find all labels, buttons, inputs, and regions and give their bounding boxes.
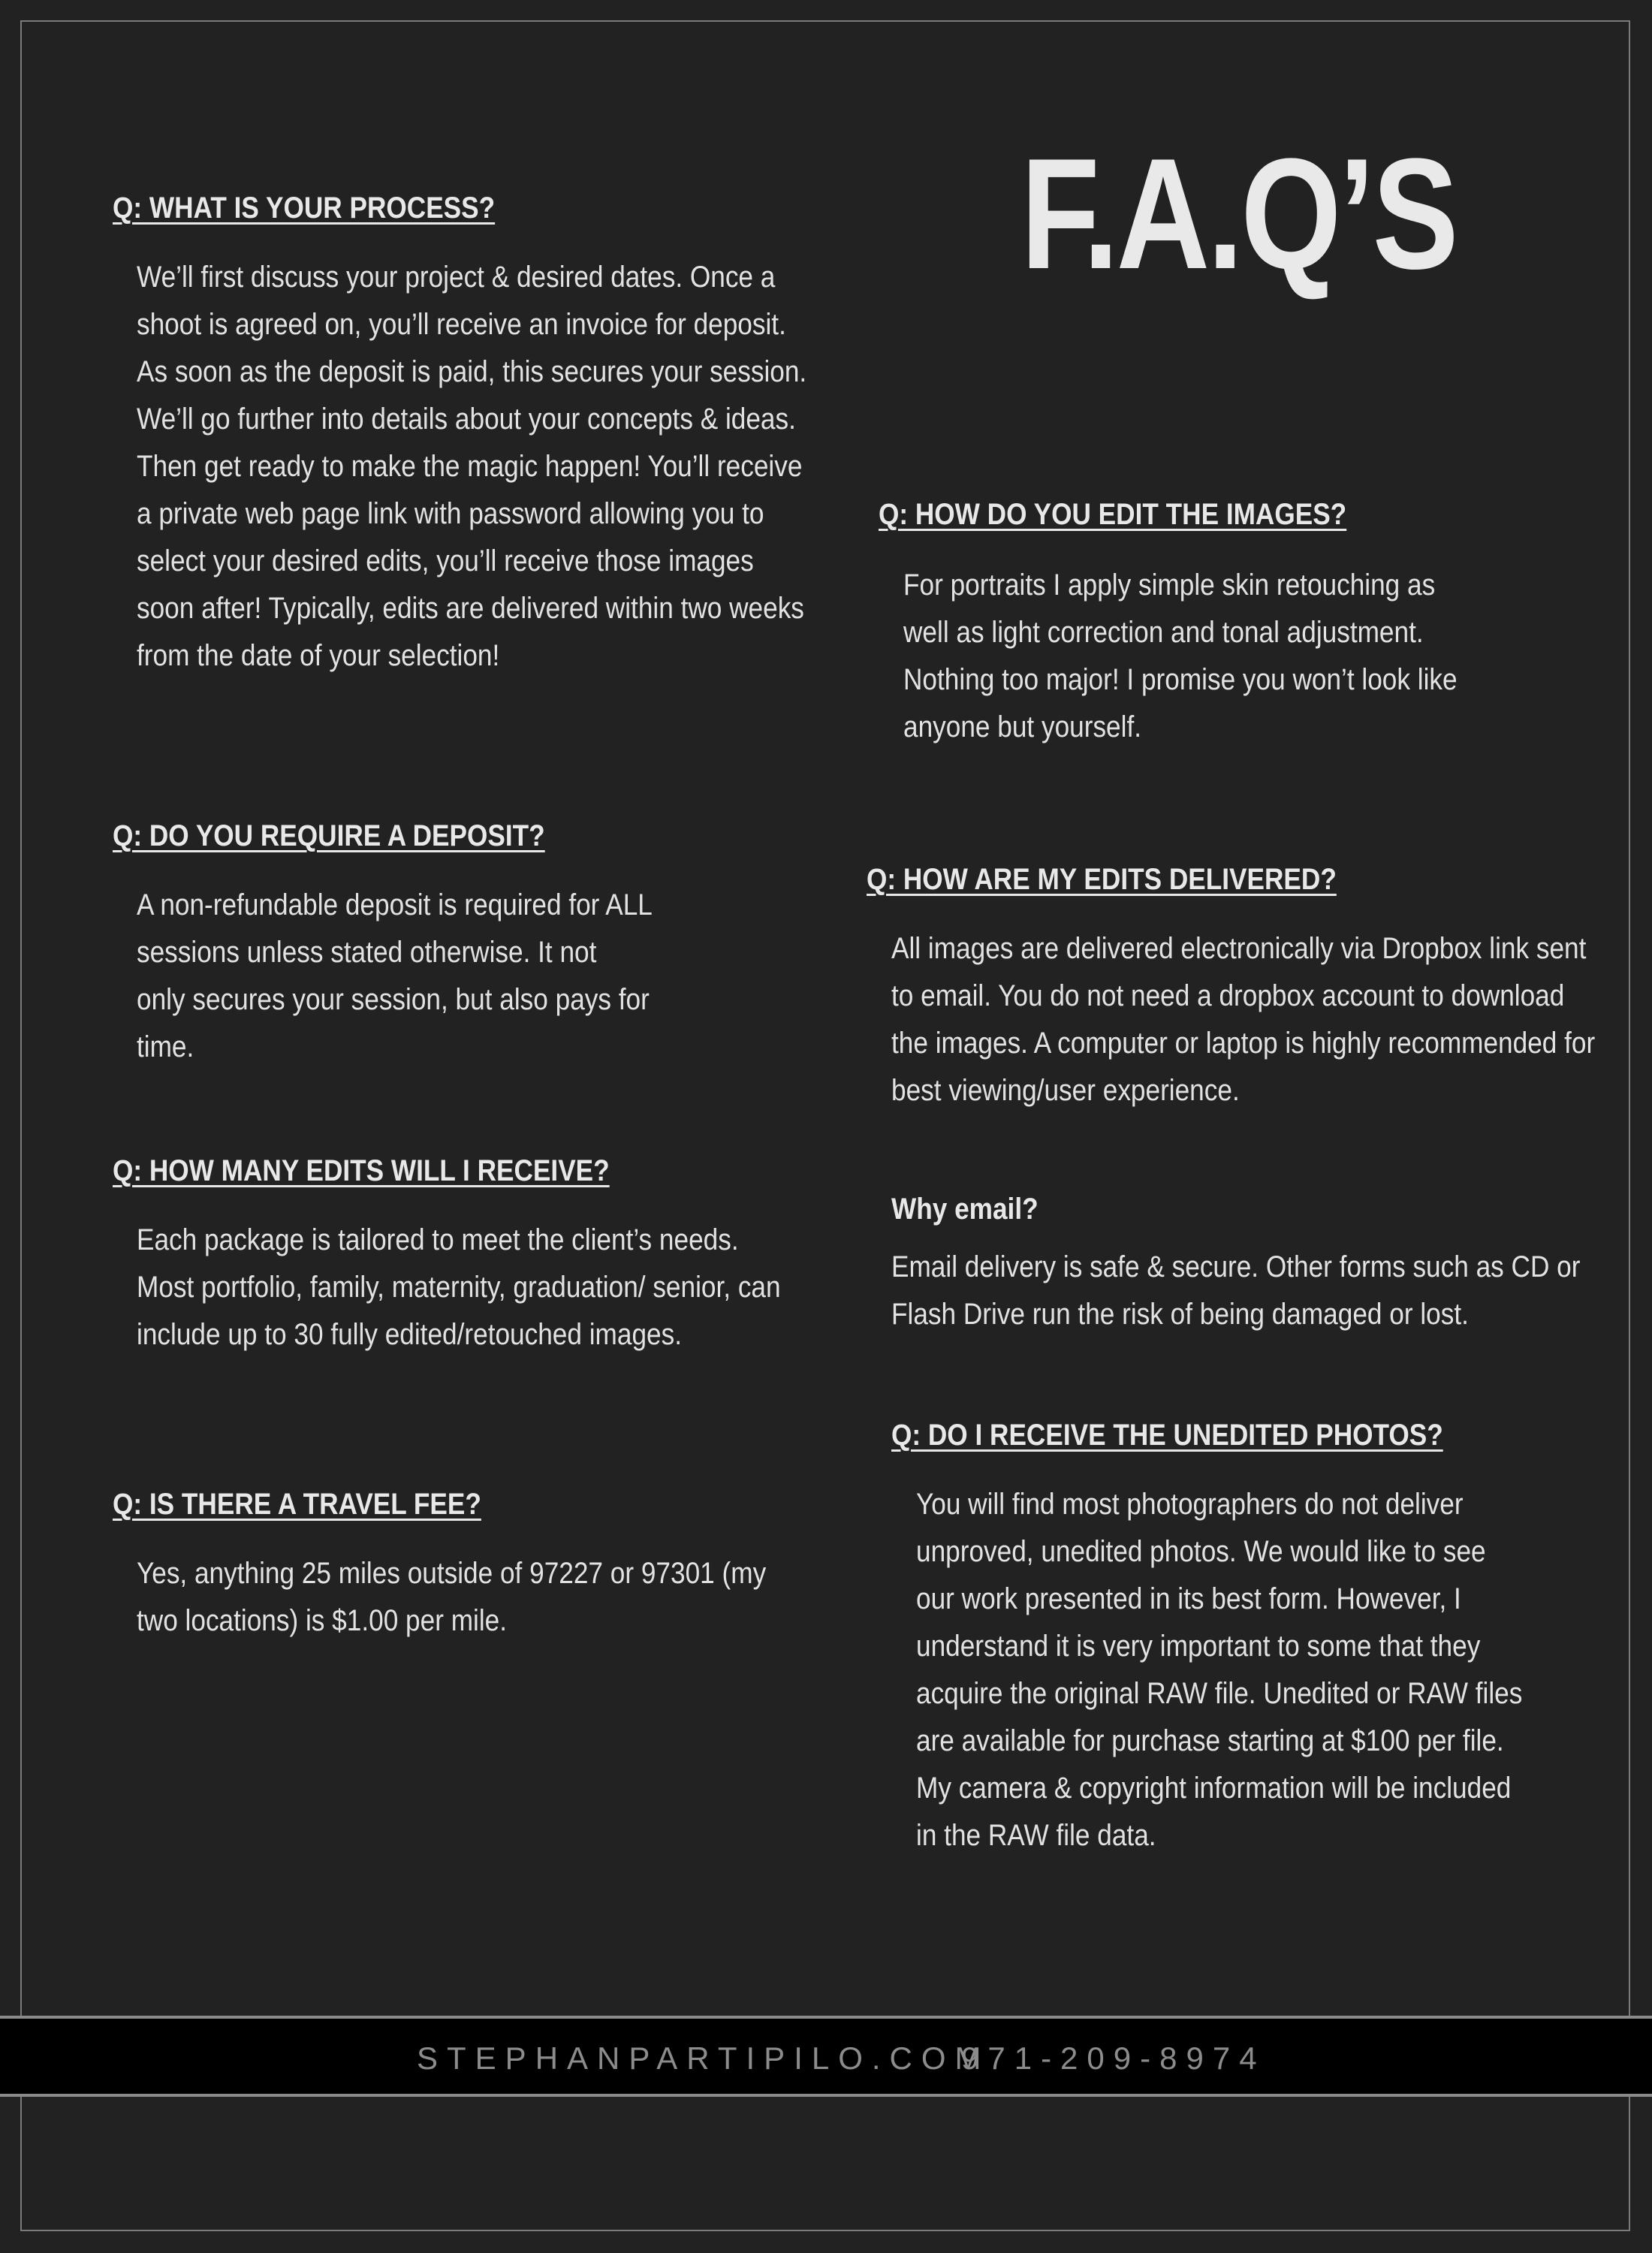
faq-answer-editing: For portraits I apply simple skin retouching as well as light correction and tonal adjustment. Nothing too major! I promise you won’t look like anyone but yourself. [903,569,1458,743]
faq-question-edits-count: Q: HOW MANY EDITS WILL I RECEIVE? [113,1154,610,1187]
faq-answer-unedited: You will find most photographers do not deliver unproved, unedited photos. We would like to see our work presented in its best form. However, I understand it is very important to some that they acquire the original RAW file. Unedited or RAW files are available for purchase starting at $100 per file. My camera & copyright information will be included in the RAW file data. [916,1488,1523,1852]
faq-answer-delivery: All images are delivered electronically via Dropbox link sent to email. You do not need a dropbox account to download the images. A computer or laptop is highly recommended for best viewing/user experience. [891,932,1596,1107]
faq-question-process: Q: WHAT IS YOUR PROCESS? [113,192,496,225]
faq-question-delivery: Q: HOW ARE MY EDITS DELIVERED? [867,863,1337,896]
faq-answer-edits-count: Each package is tailored to meet the client’s needs. Most portfolio, family, maternity, graduation/ senior, can include up to 30 fully edited/retouched images. [137,1223,781,1351]
footer-phone: 971-209-8974 [961,2040,1266,2076]
faq-question-unedited: Q: DO I RECEIVE THE UNEDITED PHOTOS? [891,1419,1443,1452]
faq-question-travel-fee: Q: IS THERE A TRAVEL FEE? [113,1488,481,1521]
faq-answer-deposit: A non-refundable deposit is required for ALL sessions unless stated otherwise. It not only secures your session, but also pays for time. [137,888,652,1063]
footer-website: STEPHANPARTIPILO.COM [417,2040,990,2076]
faq-answer-travel-fee: Yes, anything 25 miles outside of 97227 or 97301 (my two locations) is $1.00 per mile. [137,1557,767,1637]
page-title: F.A.Q’S [1020,125,1457,302]
faq-question-deposit: Q: DO YOU REQUIRE A DEPOSIT? [113,819,545,852]
why-email-answer: Email delivery is safe & secure. Other forms such as CD or Flash Drive run the risk of being damaged or lost. [891,1250,1581,1331]
faq-question-editing: Q: HOW DO YOU EDIT THE IMAGES? [879,498,1347,531]
faq-answer-process: We’ll first discuss your project & desired dates. Once a shoot is agreed on, you’ll receive an invoice for deposit. As soon as the deposit is paid, this secures your session. We’ll go further into details about your concepts & ideas. Then get ready to make the magic happen! You’ll receive a private web page link with password allowing you to select your desired edits, you’ll receive those images soon after! Typically, edits are delivered within two weeks from the date of your selection! [137,261,807,672]
why-email-heading: Why email? [891,1193,1039,1226]
